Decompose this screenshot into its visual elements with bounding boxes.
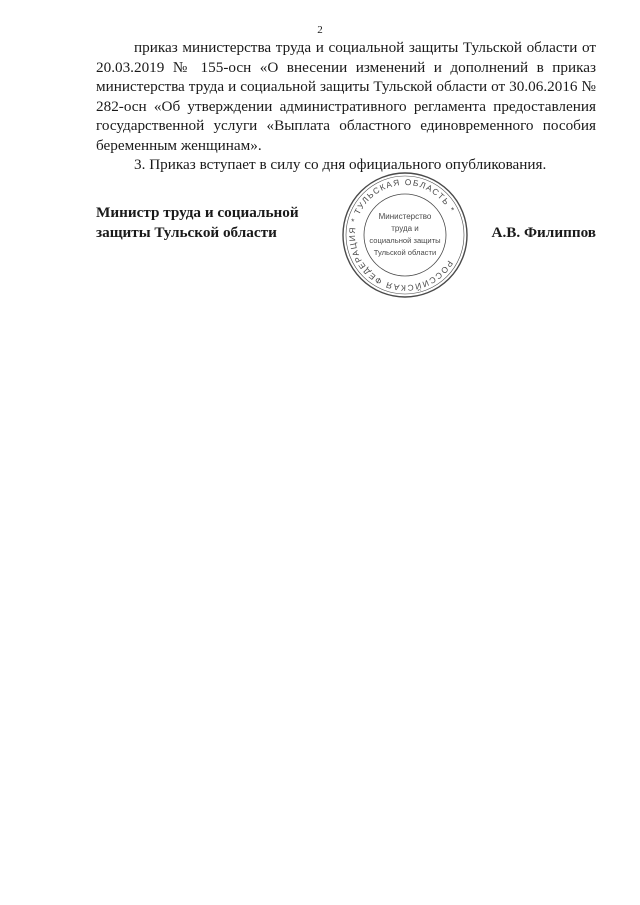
seal-outer-text: РОССИЙСКАЯ ФЕДЕРАЦИЯ * ТУЛЬСКАЯ ОБЛАСТЬ *	[346, 176, 458, 294]
seal-inner-line-1: Министерство	[378, 212, 432, 221]
signer-name: А.В. Филиппов	[491, 223, 596, 241]
signer-title-line-1: Министр труда и социальной	[96, 204, 299, 221]
seal-outer-ring	[343, 173, 467, 297]
document-body	[96, 38, 596, 175]
signer-title-line-2: защиты Тульской области	[96, 223, 277, 241]
seal-inner-line-4: Тульской области	[373, 248, 437, 257]
page-number: 2	[317, 24, 323, 36]
paragraph-prior-order: приказ министерства труда и социальной защиты Тульской области от 20.03.2019 № 155-осн «О внесении изменений и дополнений в приказ министерства труда и социальной защиты Тульской области от 30.06.2016 № 282-осн «Об утверждении административного регламента предоставления государственной услуги «Выплата областного единовременного пособия беременным женщинам».	[96, 39, 596, 154]
svg-text:РОССИЙСКАЯ ФЕДЕРАЦИЯ * ТУЛЬСКА	[340, 170, 470, 300]
signer-title	[96, 203, 299, 242]
paragraph-effective-date: 3. Приказ вступает в силу со дня официального опубликования.	[134, 156, 547, 173]
official-seal	[340, 170, 470, 300]
seal-inner-line-2: труда и	[391, 224, 419, 233]
seal-inner-ring	[364, 194, 446, 276]
seal-inner-line-3: социальной защиты	[369, 236, 441, 245]
